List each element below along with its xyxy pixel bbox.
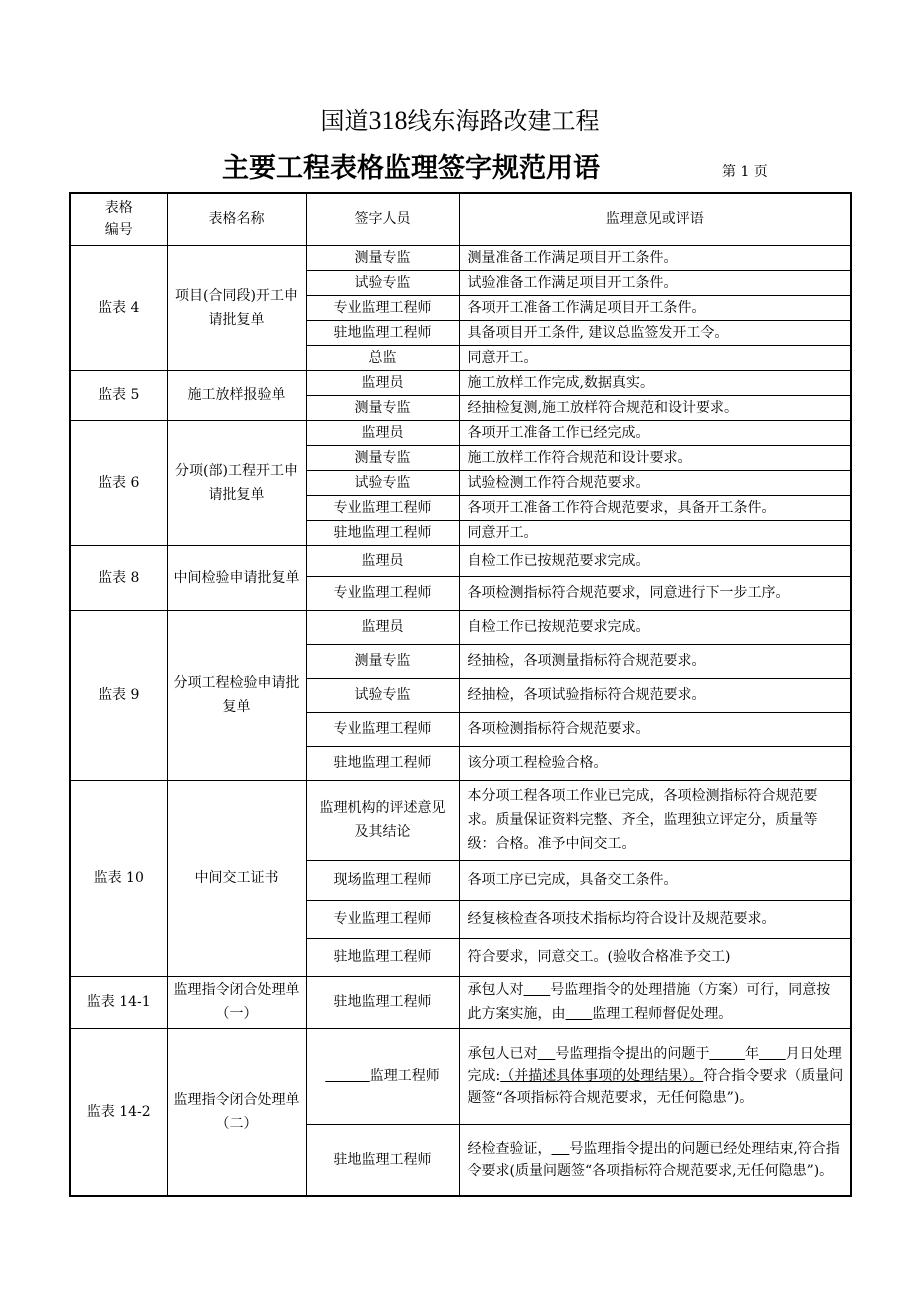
table-header-row [70, 193, 851, 245]
signer: 测量专监 [306, 245, 459, 270]
document-subtitle: 主要工程表格监理签字规范用语 [222, 153, 600, 184]
signer: 专业监理工程师 [306, 712, 459, 746]
form-code: 监表 5 [70, 370, 167, 420]
signer: 专业监理工程师 [306, 576, 459, 610]
opinion: 各项开工准备工作已经完成。 [459, 420, 851, 445]
signer: 驻地监理工程师 [306, 320, 459, 345]
form-name: 中间交工证书 [167, 780, 306, 976]
opinion: 经抽检复测,施工放样符合规范和设计要求。 [459, 395, 851, 420]
form-code: 监表 8 [70, 545, 167, 610]
opinion: 施工放样工作完成,数据真实。 [459, 370, 851, 395]
table-row [70, 610, 851, 644]
form-name: 项目(合同段)开工申请批复单 [167, 245, 306, 370]
signer: 驻地监理工程师 [306, 746, 459, 780]
signer: 试验专监 [306, 270, 459, 295]
form-name: 分项工程检验申请批复单 [167, 610, 306, 780]
signer: 驻地监理工程师 [306, 1124, 459, 1196]
opinion: 具备项目开工条件, 建议总监签发开工令。 [459, 320, 851, 345]
table-row [70, 976, 851, 1028]
signer: 现场监理工程师 [306, 860, 459, 900]
signer: 驻地监理工程师 [306, 520, 459, 545]
opinion: 试验检测工作符合规范要求。 [459, 470, 851, 495]
opinion: 自检工作已按规范要求完成。 [459, 545, 851, 576]
signer: 测量专监 [306, 644, 459, 678]
header-form-name: 表格名称 [167, 193, 306, 245]
opinion: 经复核检查各项技术指标均符合设计及规范要求。 [459, 900, 851, 938]
header-signer: 签字人员 [306, 193, 459, 245]
opinion: 各项开工准备工作符合规范要求，具备开工条件。 [459, 495, 851, 520]
page-number: 第 1 页 [722, 164, 768, 180]
table-row [70, 370, 851, 395]
opinion: 各项检测指标符合规范要求，同意进行下一步工序。 [459, 576, 851, 610]
header-form-code: 表格 编号 [70, 193, 167, 245]
opinion: 经抽检，各项试验指标符合规范要求。 [459, 678, 851, 712]
form-code: 监表 4 [70, 245, 167, 370]
opinion: 承包人对 号监理指令的处理措施（方案）可行，同意按此方案实施，由 监理工程师督促处理。 [459, 976, 851, 1028]
opinion: 各项检测指标符合规范要求。 [459, 712, 851, 746]
opinion: 承包人已对 号监理指令提出的问题于 年 月日处理完成:（并描述具体事项的处理结果）。符合指令要求（质量问题签“各项指标符合规范要求，无任何隐患”)。 [459, 1028, 851, 1124]
signer: 监理员 [306, 610, 459, 644]
signer: 测量专监 [306, 395, 459, 420]
form-name: 施工放样报验单 [167, 370, 306, 420]
opinion: 该分项工程检验合格。 [459, 746, 851, 780]
table-row [70, 545, 851, 576]
form-code: 监表 6 [70, 420, 167, 545]
signer: 试验专监 [306, 470, 459, 495]
signer: 专业监理工程师 [306, 495, 459, 520]
form-name: 中间检验申请批复单 [167, 545, 306, 610]
form-code: 监表 10 [70, 780, 167, 976]
opinion: 各项开工准备工作满足项目开工条件。 [459, 295, 851, 320]
supervision-table [69, 192, 852, 1197]
signer: 专业监理工程师 [306, 295, 459, 320]
document-title: 国道318线东海路改建工程 [320, 106, 600, 135]
opinion: 经检查验证， 号监理指令提出的问题已经处理结束,符合指令要求(质量问题签“各项指标符合规范要求,无任何隐患”)。 [459, 1124, 851, 1196]
form-name: 监理指令闭合处理单（二） [167, 1028, 306, 1196]
header-opinion: 监理意见或评语 [459, 193, 851, 245]
signer: 监理机构的评述意见及其结论 [306, 780, 459, 860]
signer: 监理员 [306, 370, 459, 395]
form-code: 监表 14-2 [70, 1028, 167, 1196]
opinion: 经抽检，各项测量指标符合规范要求。 [459, 644, 851, 678]
signer: 总监 [306, 345, 459, 370]
form-name: 分项(部)工程开工申请批复单 [167, 420, 306, 545]
opinion: 自检工作已按规范要求完成。 [459, 610, 851, 644]
signer: 监理工程师 [306, 1028, 459, 1124]
opinion: 本分项工程各项工作业已完成，各项检测指标符合规范要求。质量保证资料完整、齐全，监理独立评定分，质量等级：合格。准予中间交工。 [459, 780, 851, 860]
signer: 专业监理工程师 [306, 900, 459, 938]
signer: 驻地监理工程师 [306, 976, 459, 1028]
signer: 驻地监理工程师 [306, 938, 459, 976]
form-code: 监表 14-1 [70, 976, 167, 1028]
opinion: 施工放样工作符合规范和设计要求。 [459, 445, 851, 470]
table-row [70, 780, 851, 860]
signer: 试验专监 [306, 678, 459, 712]
signer: 测量专监 [306, 445, 459, 470]
table-row [70, 1028, 851, 1124]
form-name: 监理指令闭合处理单（一） [167, 976, 306, 1028]
opinion: 同意开工。 [459, 520, 851, 545]
table-row [70, 245, 851, 270]
signer: 监理员 [306, 545, 459, 576]
signer: 监理员 [306, 420, 459, 445]
opinion: 测量准备工作满足项目开工条件。 [459, 245, 851, 270]
opinion: 试验准备工作满足项目开工条件。 [459, 270, 851, 295]
opinion: 同意开工。 [459, 345, 851, 370]
opinion: 各项工序已完成，具备交工条件。 [459, 860, 851, 900]
form-code: 监表 9 [70, 610, 167, 780]
opinion: 符合要求，同意交工。(验收合格准予交工) [459, 938, 851, 976]
table-row [70, 420, 851, 445]
